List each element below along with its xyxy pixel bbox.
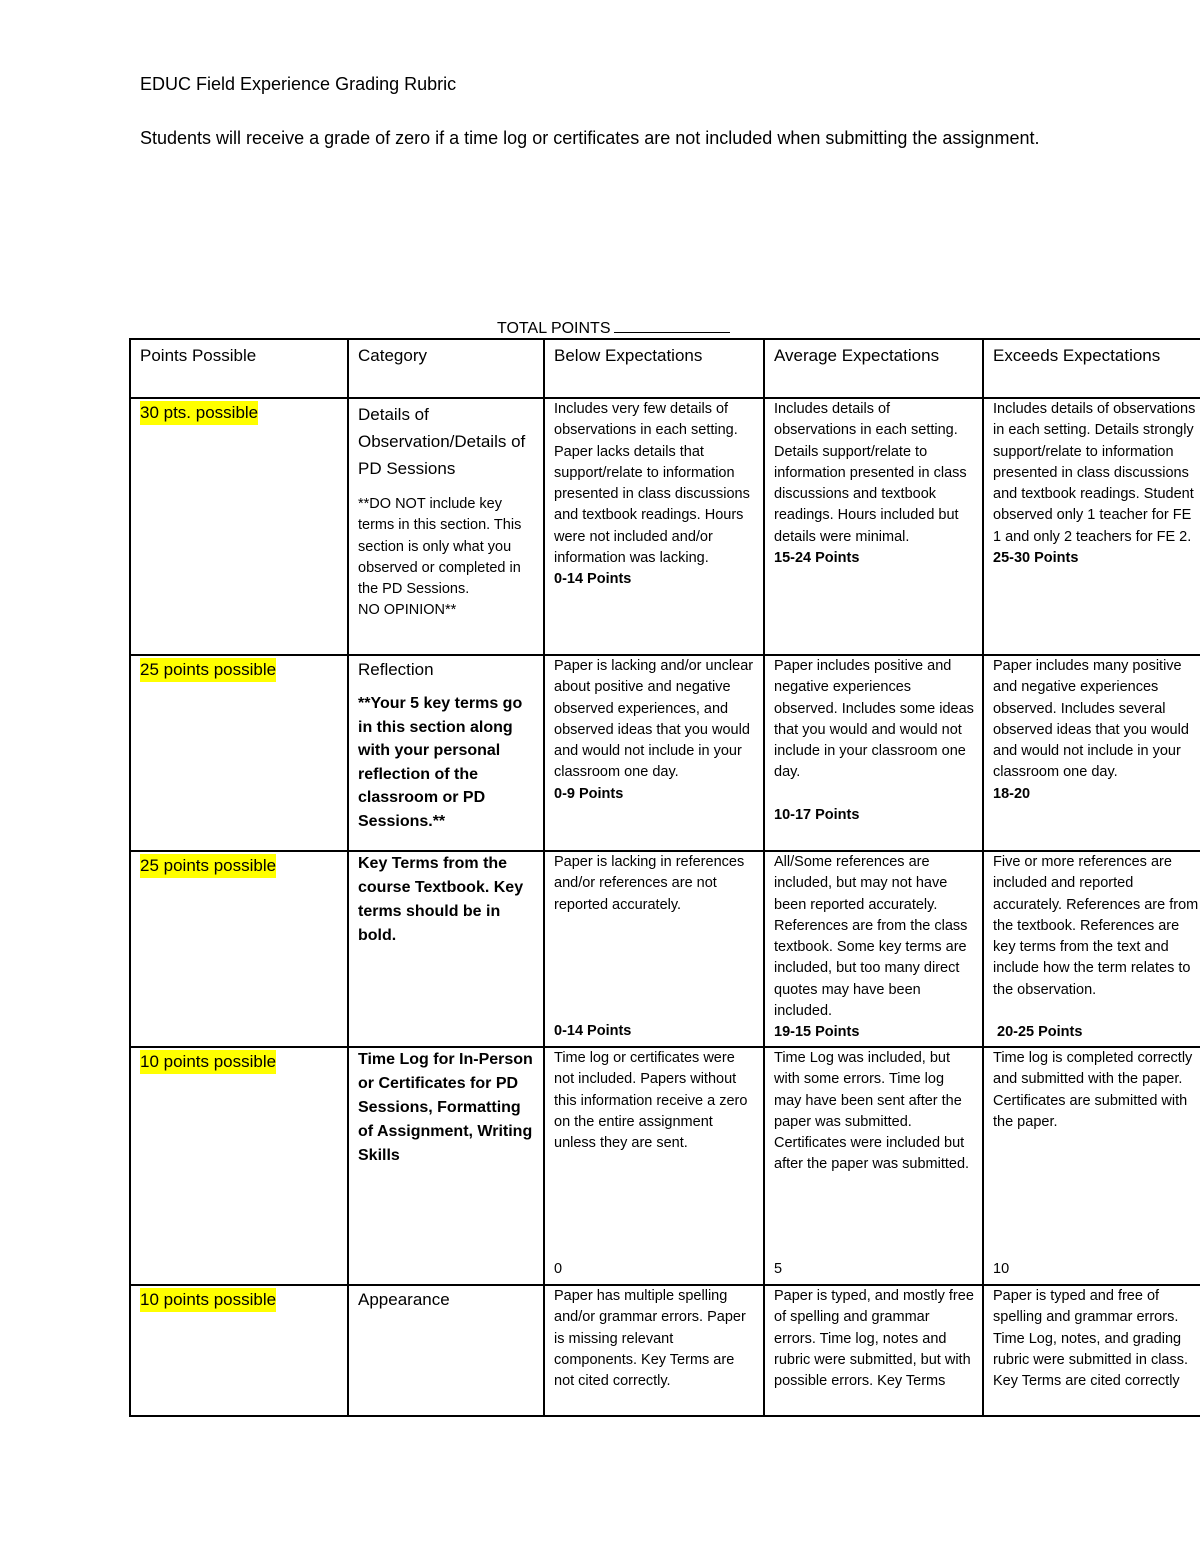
below-wrap [554, 852, 755, 1042]
average-points: 19-15 Points [774, 1024, 860, 1041]
table-row [130, 851, 1200, 1047]
points-cell [130, 1047, 348, 1285]
points-cell [130, 655, 348, 851]
below-description: Includes very few details of observations in each setting. Paper lacks details that support/relate to information presented in class discussions and textbook readings. Hours were not included and/or information was lacking. [554, 401, 750, 567]
total-points-blank [614, 318, 730, 333]
average-cell [764, 1047, 983, 1285]
exceeds-description: Paper is typed and free of spelling and grammar errors. Time Log, notes, and grading rubric were submitted in class. Key Terms are cited correctly [993, 1288, 1189, 1390]
header-below-expectations: Below Expectations [544, 339, 764, 398]
rubric-table [129, 338, 1200, 1417]
exceeds-description: Time log is completed correctly and submitted with the paper. Certificates are submitted with the paper. [993, 1050, 1193, 1130]
average-description: All/Some references are included, but may not have been reported accurately. References are from the class textbook. Some key terms are included, but too many direct quotes may have been included. [774, 854, 968, 1020]
exceeds-points: 10 [993, 1260, 1010, 1277]
header-points-possible: Points Possible [130, 339, 348, 398]
document-title: EDUC Field Experience Grading Rubric [140, 74, 457, 94]
category-note: **Your 5 key terms go in this section along with your personal reflection of the classroom or PD Sessions.** [358, 695, 523, 830]
category-cell [348, 398, 544, 655]
average-points: 5 [774, 1260, 783, 1277]
average-cell [764, 655, 983, 851]
below-points: 0-9 Points [554, 785, 624, 802]
average-points: 10-17 Points [774, 806, 860, 823]
below-points: 0-14 Points [554, 571, 632, 588]
below-cell [544, 1047, 764, 1285]
total-points-label: TOTAL POINTS [497, 320, 611, 337]
exceeds-description: Paper includes many positive and negative experiences observed. Includes several observed ideas that you would and would not include in your classroom one day. [993, 658, 1189, 781]
total-points [497, 318, 730, 338]
average-cell [764, 1285, 983, 1416]
average-wrap [774, 1048, 974, 1280]
category-title: Key Terms from the course Textbook. Key terms should be in bold. [358, 855, 524, 944]
average-description: Time Log was included, but with some errors. Time log may have been sent after the paper was submitted. Certificates were included but after the paper was submitted. [774, 1050, 970, 1173]
below-wrap [554, 1048, 755, 1280]
average-description: Includes details of observations in each setting. Details support/relate to information presented in class discussions and textbook readings. Hours included but details were minimal. [774, 401, 967, 545]
below-points: 0 [554, 1260, 563, 1277]
table-row [130, 1285, 1200, 1416]
below-points: 0-14 Points [554, 1022, 632, 1039]
header-category: Category [348, 339, 544, 398]
exceeds-description: Five or more references are included and reported accurately. References are from the textbook. References are key terms from the text and include how the term relates to the observation. [993, 854, 1199, 998]
category-cell [348, 655, 544, 851]
category-cell [348, 851, 544, 1047]
exceeds-points: 20-25 Points [997, 1024, 1083, 1041]
header-row [130, 339, 1200, 398]
average-points: 15-24 Points [774, 550, 860, 567]
exceeds-cell [983, 398, 1200, 655]
below-description: Paper has multiple spelling and/or grammar errors. Paper is missing relevant components. Key Terms are not cited correctly. [554, 1288, 746, 1390]
exceeds-cell [983, 1285, 1200, 1416]
exceeds-cell [983, 1047, 1200, 1285]
points-possible: 25 points possible [140, 854, 276, 878]
exceeds-cell [983, 655, 1200, 851]
below-cell [544, 398, 764, 655]
exceeds-cell [983, 851, 1200, 1047]
header-exceeds-expectations: Exceeds Expectations [983, 339, 1200, 398]
category-cell [348, 1285, 544, 1416]
category-note: **DO NOT include key terms in this section. This section is only what you observed or completed in the PD Sessions. [358, 496, 522, 598]
average-description: Paper is typed, and mostly free of spelling and grammar errors. Time log, notes and rubric were submitted, but with possible errors. Key Terms [774, 1288, 974, 1390]
table-row [130, 655, 1200, 851]
points-possible: 10 points possible [140, 1288, 276, 1312]
below-description: Paper is lacking in references and/or references are not reported accurately. [554, 854, 745, 913]
below-description: Paper is lacking and/or unclear about positive and negative observed experiences, and observed ideas that you would and would not include in your classroom one day. [554, 658, 754, 781]
category-title: Reflection [358, 660, 434, 679]
intro-paragraph: Students will receive a grade of zero if a time log or certificates are not included when submitting the assignment. [140, 128, 1040, 148]
average-description: Paper includes positive and negative experiences observed. Includes some ideas that you would and would not include in your classroom one day. [774, 658, 974, 781]
points-cell [130, 398, 348, 655]
points-possible: 25 points possible [140, 658, 276, 682]
category-title: Time Log for In-Person or Certificates for PD Sessions, Formatting of Assignment, Writing Skills [358, 1051, 533, 1164]
header-average-expectations: Average Expectations [764, 339, 983, 398]
table-row [130, 1047, 1200, 1285]
points-cell [130, 851, 348, 1047]
category-note-end: NO OPINION** [358, 602, 457, 619]
exceeds-description: Includes details of observations in each setting. Details strongly support/relate to information presented in class discussions and textbook readings. Student observed only 1 teacher for FE 1 and only 2 teachers for FE 2. [993, 401, 1196, 545]
exceeds-points: 25-30 Points [993, 550, 1079, 567]
category-title: Appearance [358, 1290, 450, 1309]
exceeds-points: 18-20 [993, 785, 1031, 802]
points-cell [130, 1285, 348, 1416]
below-cell [544, 851, 764, 1047]
average-cell [764, 851, 983, 1047]
average-cell [764, 398, 983, 655]
exceeds-wrap [993, 1048, 1200, 1280]
below-description: Time log or certificates were not included. Papers without this information receive a zero on the entire assignment unless they are sent. [554, 1050, 748, 1152]
category-cell [348, 1047, 544, 1285]
points-possible: 10 points possible [140, 1050, 276, 1074]
points-possible: 30 pts. possible [140, 401, 258, 425]
below-cell [544, 1285, 764, 1416]
table-row [130, 398, 1200, 655]
category-title: Details of Observation/Details of PD Sessions [358, 405, 526, 478]
below-cell [544, 655, 764, 851]
